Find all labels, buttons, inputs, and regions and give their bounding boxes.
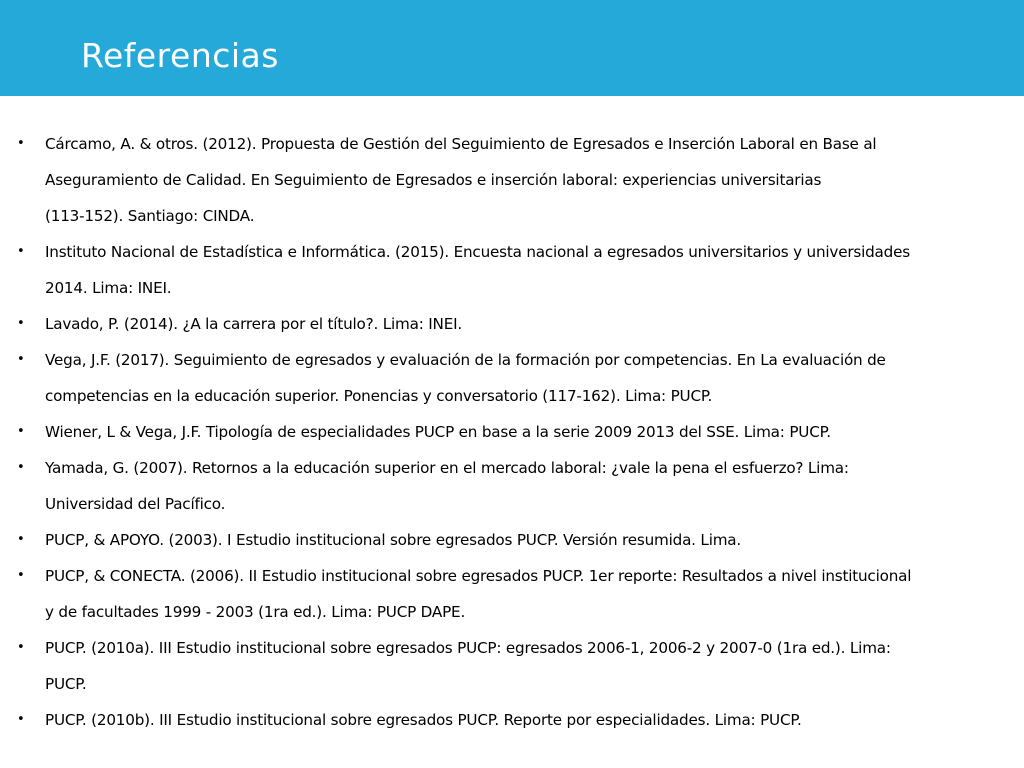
bullet-icon: • <box>17 352 25 367</box>
bullet-icon: • <box>17 532 25 547</box>
reference-item <box>0 702 1024 738</box>
reference-line: Lavado, P. (2014). ¿A la carrera por el título?. Lima: INEI. <box>45 315 463 333</box>
reference-line: Cárcamo, A. & otros. (2012). Propuesta de Gestión del Seguimiento de Egresados e Inserción Laboral en Base al <box>45 135 877 153</box>
bullet-icon: • <box>17 460 25 475</box>
slide-header <box>0 0 1024 96</box>
reference-line: Wiener, L & Vega, J.F. Tipología de especialidades PUCP en base a la serie 2009 2013 del SSE. Lima: PUCP. <box>45 423 831 441</box>
reference-item <box>0 522 1024 558</box>
reference-item <box>0 342 1024 414</box>
reference-item <box>0 558 1024 630</box>
reference-item <box>0 306 1024 342</box>
bullet-icon: • <box>17 136 25 151</box>
reference-line: (113-152). Santiago: CINDA. <box>45 207 255 225</box>
reference-line: PUCP. (2010a). III Estudio institucional sobre egresados PUCP: egresados 2006-1, 2006-2 y 2007-0 (1ra ed.). Lima: <box>45 639 891 657</box>
reference-line: PUCP. (2010b). III Estudio institucional sobre egresados PUCP. Reporte por especialidades. Lima: PUCP. <box>45 711 802 729</box>
reference-line: Instituto Nacional de Estadística e Informática. (2015). Encuesta nacional a egresados universitarios y universidades <box>45 243 910 261</box>
bullet-icon: • <box>17 568 25 583</box>
reference-item <box>0 126 1024 234</box>
reference-line: competencias en la educación superior. Ponencias y conversatorio (117-162). Lima: PUCP. <box>45 387 713 405</box>
bullet-icon: • <box>17 424 25 439</box>
reference-line: Universidad del Pacífico. <box>45 495 226 513</box>
reference-item <box>0 414 1024 450</box>
bullet-icon: • <box>17 316 25 331</box>
bullet-icon: • <box>17 244 25 259</box>
reference-item <box>0 630 1024 702</box>
reference-line: 2014. Lima: INEI. <box>45 279 172 297</box>
reference-line: Yamada, G. (2007). Retornos a la educación superior en el mercado laboral: ¿vale la pena el esfuerzo? Lima: <box>45 459 849 477</box>
reference-line: PUCP, & CONECTA. (2006). II Estudio institucional sobre egresados PUCP. 1er reporte: Resultados a nivel institucional <box>45 567 912 585</box>
bullet-icon: • <box>17 712 25 727</box>
reference-line: Aseguramiento de Calidad. En Seguimiento de Egresados e inserción laboral: experiencias universitarias <box>45 171 822 189</box>
reference-list <box>0 126 1024 738</box>
bullet-icon: • <box>17 640 25 655</box>
reference-line: PUCP. <box>45 675 87 693</box>
reference-line: Vega, J.F. (2017). Seguimiento de egresados y evaluación de la formación por competencias. En La evaluación de <box>45 351 886 369</box>
reference-line: PUCP, & APOYO. (2003). I Estudio institucional sobre egresados PUCP. Versión resumida. Lima. <box>45 531 742 549</box>
slide-title: Referencias <box>81 36 279 75</box>
reference-item <box>0 234 1024 306</box>
reference-item <box>0 450 1024 522</box>
reference-line: y de facultades 1999 - 2003 (1ra ed.). Lima: PUCP DAPE. <box>45 603 466 621</box>
